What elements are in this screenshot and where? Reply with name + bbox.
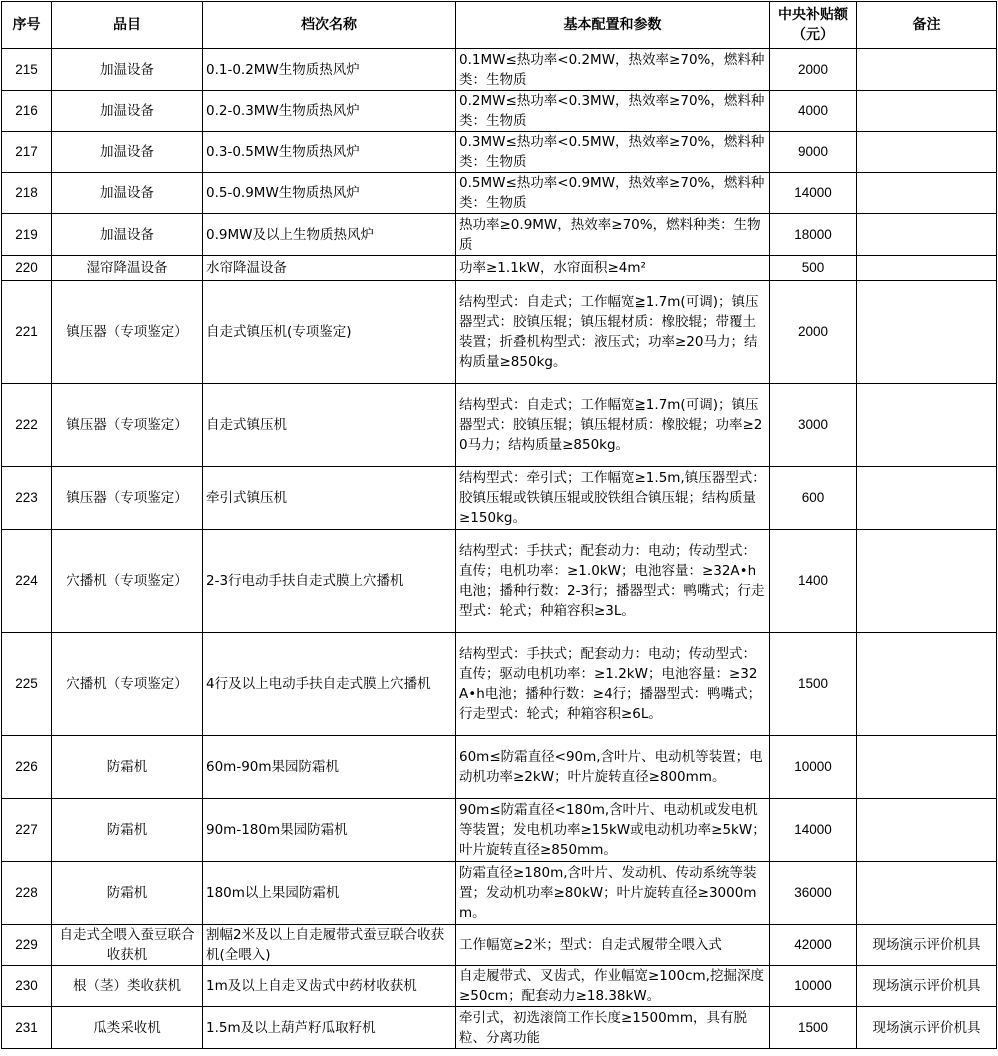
cell-grade: 0.1-0.2MW生物质热风炉 [203, 49, 456, 91]
cell-note [857, 91, 997, 132]
cell-grade: 180m以上果园防霜机 [203, 862, 456, 925]
cell-item: 加温设备 [52, 91, 203, 132]
cell-subsidy: 1400 [770, 530, 857, 633]
cell-seq: 219 [2, 214, 52, 256]
cell-spec: 0.3MW≤热功率<0.5MW，热效率≥70%，燃料种类：生物质 [456, 132, 770, 173]
cell-spec: 0.1MW≤热功率<0.2MW，热效率≥70%，燃料种类：生物质 [456, 49, 770, 91]
cell-item: 湿帘降温设备 [52, 256, 203, 281]
cell-note [857, 862, 997, 925]
cell-seq: 221 [2, 281, 52, 384]
cell-note [857, 214, 997, 256]
cell-spec: 0.5MW≤热功率<0.9MW，热效率≥70%，燃料种类：生物质 [456, 173, 770, 214]
table-header-row [2, 2, 997, 49]
cell-item: 加温设备 [52, 173, 203, 214]
cell-note: 现场演示评价机具 [857, 925, 997, 966]
cell-subsidy: 14000 [770, 799, 857, 862]
cell-spec: 热功率≥0.9MW，热效率≥70%，燃料种类：生物质 [456, 214, 770, 256]
cell-item: 防霜机 [52, 799, 203, 862]
cell-grade: 0.9MW及以上生物质热风炉 [203, 214, 456, 256]
cell-spec: 结构型式：自走式；工作幅宽≧1.7m(可调)；镇压器型式：胶镇压辊；镇压辊材质：橡胶辊；带覆土装置；折叠机构型式：液压式；功率≥20马力；结构质量≥850kg。 [456, 281, 770, 384]
cell-spec: 结构型式：手扶式；配套动力：电动；传动型式：直传；电机功率：≥1.0kW；电池容量：≥32A•h电池；播种行数：2-3行；播器型式：鸭嘴式；行走型式：轮式；种箱容积≥3L。 [456, 530, 770, 633]
cell-seq: 229 [2, 925, 52, 966]
cell-spec: 功率≥1.1kW，水帘面积≥4m² [456, 256, 770, 281]
cell-seq: 226 [2, 736, 52, 799]
table-row [2, 1007, 997, 1049]
header-seq: 序号 [2, 2, 52, 49]
cell-subsidy: 10000 [770, 736, 857, 799]
cell-subsidy: 2000 [770, 49, 857, 91]
cell-item: 防霜机 [52, 736, 203, 799]
cell-subsidy: 4000 [770, 91, 857, 132]
cell-item: 瓜类采收机 [52, 1007, 203, 1049]
cell-subsidy: 18000 [770, 214, 857, 256]
cell-grade: 自走式镇压机 [203, 384, 456, 467]
cell-seq: 225 [2, 633, 52, 736]
cell-item: 防霜机 [52, 862, 203, 925]
cell-subsidy: 1500 [770, 1007, 857, 1049]
cell-grade: 4行及以上电动手扶自走式膜上穴播机 [203, 633, 456, 736]
cell-seq: 230 [2, 966, 52, 1007]
cell-subsidy: 10000 [770, 966, 857, 1007]
cell-note: 现场演示评价机具 [857, 966, 997, 1007]
cell-item: 镇压器（专项鉴定） [52, 384, 203, 467]
table-body [2, 49, 997, 1049]
cell-subsidy: 14000 [770, 173, 857, 214]
cell-subsidy: 500 [770, 256, 857, 281]
table-row [2, 862, 997, 925]
cell-grade: 0.2-0.3MW生物质热风炉 [203, 91, 456, 132]
cell-item: 镇压器（专项鉴定） [52, 467, 203, 530]
cell-grade: 1m及以上自走叉齿式中药材收获机 [203, 966, 456, 1007]
cell-seq: 220 [2, 256, 52, 281]
table-row [2, 281, 997, 384]
cell-subsidy: 9000 [770, 132, 857, 173]
cell-subsidy: 42000 [770, 925, 857, 966]
header-spec: 基本配置和参数 [456, 2, 770, 49]
cell-grade: 牵引式镇压机 [203, 467, 456, 530]
cell-seq: 231 [2, 1007, 52, 1049]
header-grade: 档次名称 [203, 2, 456, 49]
cell-subsidy: 1500 [770, 633, 857, 736]
subsidy-table [1, 1, 997, 1049]
cell-seq: 228 [2, 862, 52, 925]
cell-note [857, 132, 997, 173]
table-row [2, 132, 997, 173]
table-row [2, 384, 997, 467]
cell-spec: 自走履带式、叉齿式，作业幅宽≥100cm,挖掘深度≥50cm；配套动力≥18.38kW。 [456, 966, 770, 1007]
cell-grade: 0.5-0.9MW生物质热风炉 [203, 173, 456, 214]
cell-seq: 215 [2, 49, 52, 91]
cell-seq: 217 [2, 132, 52, 173]
table-row [2, 966, 997, 1007]
cell-seq: 227 [2, 799, 52, 862]
cell-note [857, 799, 997, 862]
table-row [2, 925, 997, 966]
cell-spec: 90m≤防霜直径<180m,含叶片、电动机或发电机等装置；发电机功率≥15kW或电动机功率≥5kW；叶片旋转直径≥850mm。 [456, 799, 770, 862]
table-row [2, 799, 997, 862]
cell-item: 加温设备 [52, 49, 203, 91]
cell-grade: 60m-90m果园防霜机 [203, 736, 456, 799]
cell-note [857, 467, 997, 530]
cell-spec: 防霜直径≥180m,含叶片、发动机、传动系统等装置；发动机功率≥80kW；叶片旋转直径≥3000mm。 [456, 862, 770, 925]
cell-item: 镇压器（专项鉴定） [52, 281, 203, 384]
cell-spec: 结构型式：牵引式；工作幅宽≥1.5m,镇压器型式：胶镇压辊或铁镇压辊或胶铁组合镇压辊；结构质量≥150kg。 [456, 467, 770, 530]
cell-item: 穴播机（专项鉴定） [52, 633, 203, 736]
header-item: 品目 [52, 2, 203, 49]
cell-note [857, 256, 997, 281]
cell-note [857, 530, 997, 633]
cell-grade: 1.5m及以上葫芦籽瓜取籽机 [203, 1007, 456, 1049]
table-row [2, 467, 997, 530]
cell-spec: 60m≤防霜直径<90m,含叶片、电动机等装置；电动机功率≥2kW；叶片旋转直径≥800mm。 [456, 736, 770, 799]
cell-grade: 90m-180m果园防霜机 [203, 799, 456, 862]
cell-grade: 0.3-0.5MW生物质热风炉 [203, 132, 456, 173]
cell-note [857, 173, 997, 214]
cell-seq: 222 [2, 384, 52, 467]
cell-note [857, 633, 997, 736]
cell-note [857, 736, 997, 799]
cell-grade: 水帘降温设备 [203, 256, 456, 281]
cell-subsidy: 600 [770, 467, 857, 530]
cell-spec: 牵引式，初选滚筒工作长度≥1500mm，具有脱粒、分离功能 [456, 1007, 770, 1049]
cell-grade: 自走式镇压机(专项鉴定) [203, 281, 456, 384]
header-subsidy: 中央补贴额（元） [770, 2, 857, 49]
cell-note [857, 384, 997, 467]
cell-grade: 2-3行电动手扶自走式膜上穴播机 [203, 530, 456, 633]
cell-item: 加温设备 [52, 132, 203, 173]
cell-item: 穴播机（专项鉴定） [52, 530, 203, 633]
cell-subsidy: 3000 [770, 384, 857, 467]
cell-seq: 216 [2, 91, 52, 132]
cell-note [857, 49, 997, 91]
cell-seq: 223 [2, 467, 52, 530]
table-row [2, 214, 997, 256]
cell-note: 现场演示评价机具 [857, 1007, 997, 1049]
cell-spec: 工作幅宽≥2米；型式：自走式履带全喂入式 [456, 925, 770, 966]
cell-item: 根（茎）类收获机 [52, 966, 203, 1007]
cell-seq: 224 [2, 530, 52, 633]
table-row [2, 173, 997, 214]
cell-subsidy: 36000 [770, 862, 857, 925]
table-row [2, 633, 997, 736]
cell-item: 自走式全喂入蚕豆联合收获机 [52, 925, 203, 966]
table-row [2, 530, 997, 633]
cell-grade: 割幅2米及以上自走履带式蚕豆联合收获机(全喂入) [203, 925, 456, 966]
cell-item: 加温设备 [52, 214, 203, 256]
table-row [2, 736, 997, 799]
table-row [2, 256, 997, 281]
cell-note [857, 281, 997, 384]
cell-seq: 218 [2, 173, 52, 214]
cell-spec: 结构型式：手扶式；配套动力：电动；传动型式：直传；驱动电机功率：≥1.2kW；电池容量：≥32A•h电池；播种行数：≥4行；播器型式：鸭嘴式；行走型式：轮式；种箱容积≥6L。 [456, 633, 770, 736]
table-row [2, 49, 997, 91]
table-row [2, 91, 997, 132]
cell-spec: 结构型式：自走式；工作幅宽≧1.7m(可调)；镇压器型式：胶镇压辊；镇压辊材质：橡胶辊；功率≥20马力；结构质量≥850kg。 [456, 384, 770, 467]
header-note: 备注 [857, 2, 997, 49]
cell-spec: 0.2MW≤热功率<0.3MW，热效率≥70%，燃料种类：生物质 [456, 91, 770, 132]
cell-subsidy: 2000 [770, 281, 857, 384]
